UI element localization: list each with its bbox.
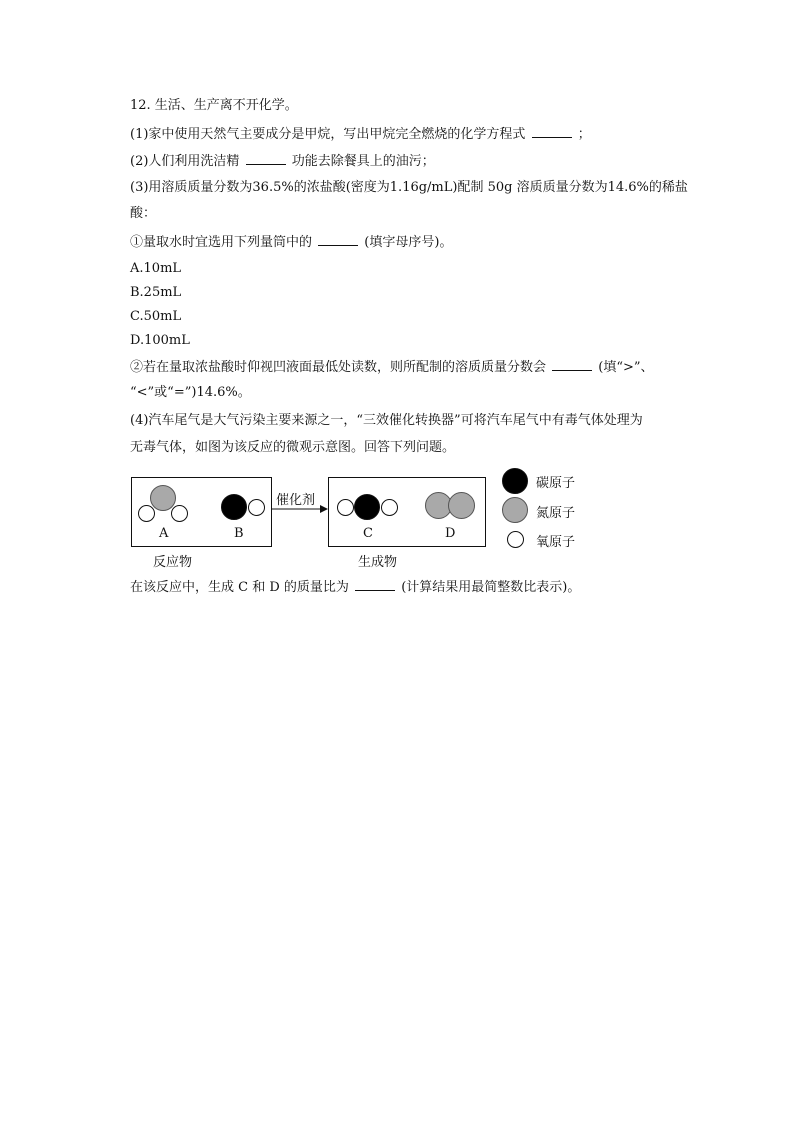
product-box — [328, 477, 486, 547]
option-c: C.50mL — [130, 309, 182, 324]
answer-blank-1[interactable] — [532, 125, 572, 138]
final-text: 在该反应中，生成 C 和 D 的质量比为 — [130, 580, 349, 595]
legend-nitrogen-label: 氮原子 — [536, 506, 576, 521]
option-a: A.10mL — [130, 261, 182, 276]
part1-suffix: ； — [577, 127, 591, 142]
catalyst-label: 催化剂 — [276, 493, 316, 508]
answer-blank-5[interactable] — [355, 578, 395, 591]
part4-line2: 无毒气体，如图为该反应的微观示意图。回答下列问题。 — [130, 440, 456, 455]
legend-oxygen-label: 氧原子 — [536, 535, 576, 550]
option-d: D.100mL — [130, 333, 190, 348]
part3-q2-line1 — [130, 358, 654, 377]
answer-blank-4[interactable] — [552, 358, 592, 371]
final-suffix: (计算结果用最简整数比表示)。 — [401, 580, 581, 595]
reactants-caption: 反应物 — [153, 555, 193, 570]
molecule-c-oxygen-atom-right — [381, 499, 398, 516]
label-c: C — [363, 526, 373, 541]
q2-suffix: (填“>”、 — [598, 360, 654, 375]
legend-carbon-icon — [502, 468, 528, 494]
q1-text: ①量取水时宜选用下列量筒中的 — [130, 235, 313, 250]
q2-text: ②若在量取浓盐酸时仰视凹液面最低处读数，则所配制的溶质质量分数会 — [130, 360, 547, 375]
legend-nitrogen-icon — [502, 497, 528, 523]
answer-blank-3[interactable] — [318, 233, 358, 246]
part2-suffix: 功能去除餐具上的油污； — [291, 154, 435, 169]
molecule-a-oxygen-atom-right — [171, 505, 188, 522]
question-title: 12. 生活、生产离不开化学。 — [130, 98, 298, 113]
molecule-c-carbon-atom — [354, 494, 380, 520]
label-b: B — [234, 526, 244, 541]
reaction-arrow — [270, 503, 330, 515]
part3-line2: 酸： — [130, 206, 157, 221]
legend-carbon-label: 碳原子 — [536, 476, 576, 491]
part2-text: (2)人们利用洗洁精 — [130, 154, 240, 169]
part4-line1: (4)汽车尾气是大气污染主要来源之一，“三效催化转换器”可将汽车尾气中有毒气体处理为 — [130, 413, 643, 428]
molecule-c-oxygen-atom-left — [337, 499, 354, 516]
part2 — [130, 152, 435, 171]
molecule-b-oxygen-atom — [248, 499, 265, 516]
label-d: D — [445, 526, 456, 541]
molecule-a-oxygen-atom-left — [138, 505, 155, 522]
products-caption: 生成物 — [358, 555, 398, 570]
label-a: A — [159, 526, 169, 541]
part1-text: (1)家中使用天然气主要成分是甲烷，写出甲烷完全燃烧的化学方程式 — [130, 127, 526, 142]
part3-q1 — [130, 233, 452, 252]
molecule-b-carbon-atom — [221, 494, 247, 520]
reactant-box — [131, 477, 272, 547]
molecule-d-nitrogen-atom-right — [448, 492, 475, 519]
part1 — [130, 125, 591, 144]
legend-oxygen-icon — [507, 531, 524, 548]
q1-suffix: (填字母序号)。 — [364, 235, 453, 250]
option-b: B.25mL — [130, 285, 182, 300]
part3-q2-line2: “<”或“=”)14.6%。 — [130, 385, 251, 400]
legend — [502, 468, 612, 553]
part4-final — [130, 578, 580, 597]
answer-blank-2[interactable] — [246, 152, 286, 165]
part3-line1: (3)用溶质质量分数为36.5%的浓盐酸(密度为1.16g/mL)配制 50g 溶质质量分数为14.6%的稀盐 — [130, 180, 688, 195]
